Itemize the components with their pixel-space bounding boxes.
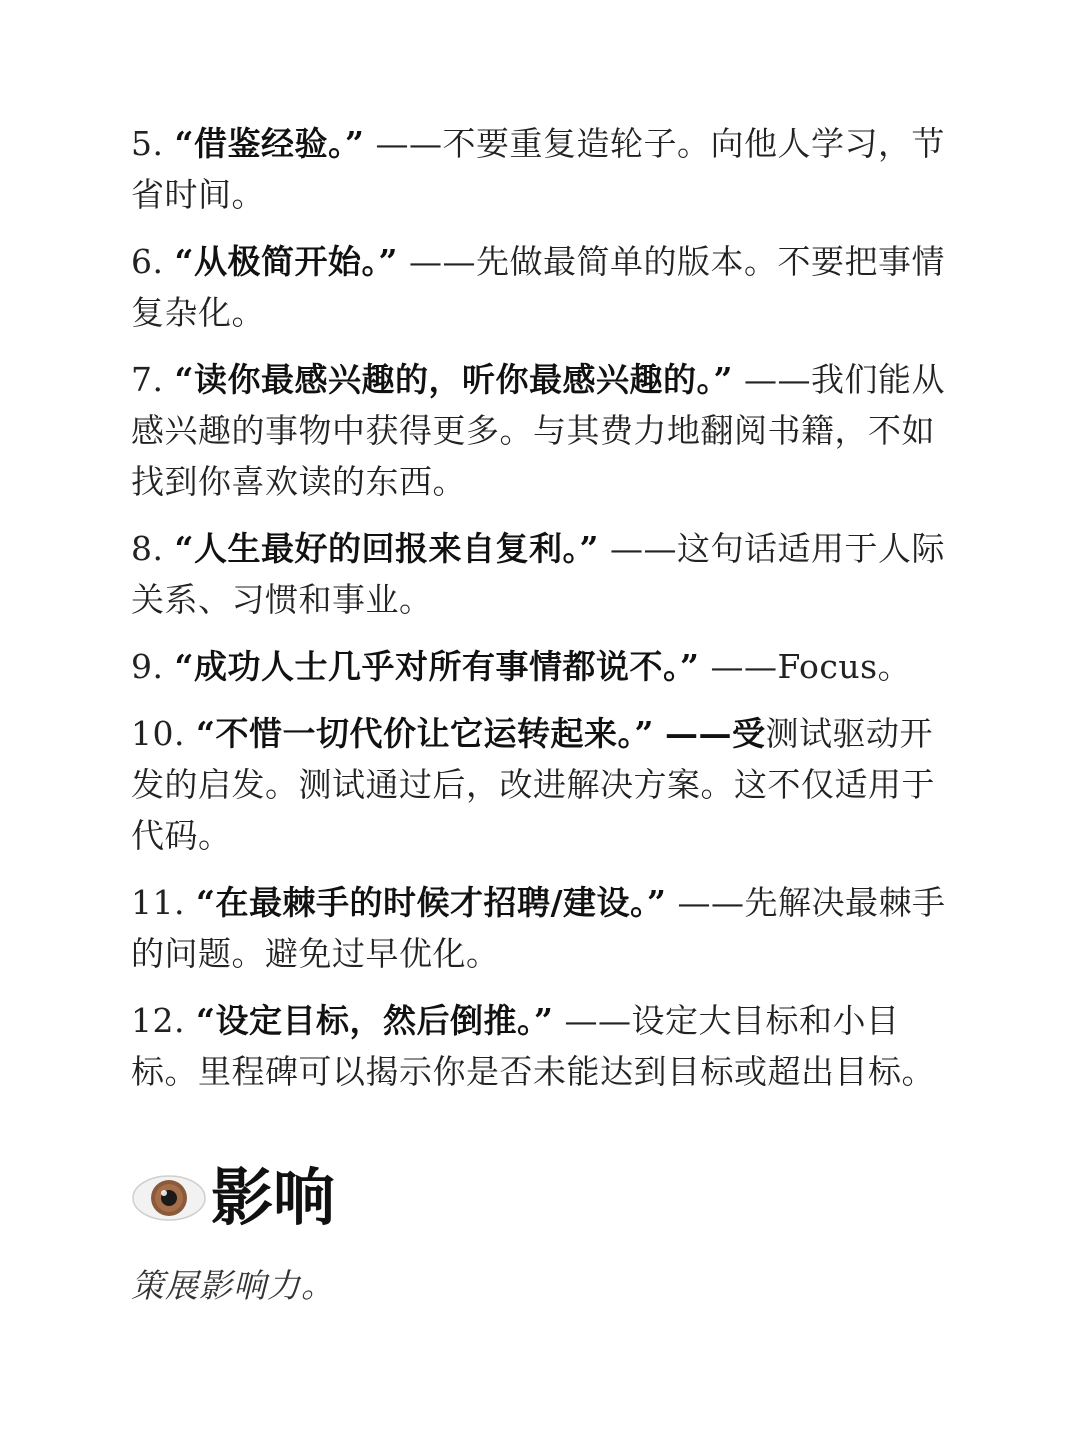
section-subtitle: 策展影响力。 bbox=[131, 1266, 335, 1305]
list-item bbox=[131, 995, 961, 1097]
item-number: 8. bbox=[131, 529, 164, 568]
item-number: 11. bbox=[131, 883, 185, 922]
item-number: 12. bbox=[131, 1001, 185, 1040]
item-dash: —— bbox=[564, 1001, 632, 1040]
list-item bbox=[131, 641, 961, 692]
item-text: 这句话适用于人际关系、习惯和事业。 bbox=[131, 529, 945, 619]
item-dash: —— bbox=[609, 529, 677, 568]
item-text: 不要重复造轮子。向他人学习，节省时间。 bbox=[131, 124, 945, 214]
item-text: 先解决最棘手的问题。避免过早优化。 bbox=[131, 883, 946, 973]
item-quote: “不惜一切代价让它运转起来。” bbox=[195, 714, 654, 753]
item-number: 7. bbox=[131, 360, 164, 399]
item-number: 5. bbox=[131, 124, 164, 163]
list-item bbox=[131, 708, 961, 861]
item-text: 我们能从感兴趣的事物中获得更多。与其费力地翻阅书籍，不如找到你喜欢读的东西。 bbox=[131, 360, 945, 501]
section-heading bbox=[131, 1158, 961, 1238]
item-number: 10. bbox=[131, 714, 185, 753]
item-text: 设定大目标和小目标。里程碑可以揭示你是否未能达到目标或超出目标。 bbox=[131, 1001, 935, 1091]
item-quote: “在最棘手的时候才招聘/建设。” bbox=[195, 883, 667, 922]
item-text: Focus。 bbox=[777, 647, 912, 686]
list-item bbox=[131, 354, 961, 507]
list-item bbox=[131, 523, 961, 625]
item-quote: “读你最感兴趣的，听你最感兴趣的。” bbox=[174, 360, 733, 399]
item-number: 6. bbox=[131, 242, 164, 281]
principles-list bbox=[131, 118, 961, 1113]
item-text: 测试驱动开发的启发。测试通过后，改进解决方案。这不仅适用于代码。 bbox=[131, 714, 935, 855]
list-item bbox=[131, 236, 961, 338]
item-dash: —— bbox=[677, 883, 745, 922]
list-item bbox=[131, 877, 961, 979]
item-dash: ——受 bbox=[664, 714, 766, 753]
item-quote: “借鉴经验。” bbox=[174, 124, 365, 163]
item-dash: —— bbox=[710, 647, 778, 686]
item-text: 先做最简单的版本。不要把事情复杂化。 bbox=[131, 242, 945, 332]
item-dash: —— bbox=[408, 242, 476, 281]
item-quote: “设定目标，然后倒推。” bbox=[195, 1001, 554, 1040]
section-title: 影响 bbox=[211, 1161, 336, 1234]
item-dash: —— bbox=[375, 124, 443, 163]
item-dash: —— bbox=[743, 360, 811, 399]
list-item bbox=[131, 118, 961, 220]
item-quote: “从极简开始。” bbox=[174, 242, 398, 281]
eye-icon bbox=[131, 1167, 207, 1229]
item-quote: “人生最好的回报来自复利。” bbox=[174, 529, 599, 568]
item-quote: “成功人士几乎对所有事情都说不。” bbox=[174, 647, 700, 686]
item-number: 9. bbox=[131, 647, 164, 686]
influence-section bbox=[131, 1158, 961, 1307]
